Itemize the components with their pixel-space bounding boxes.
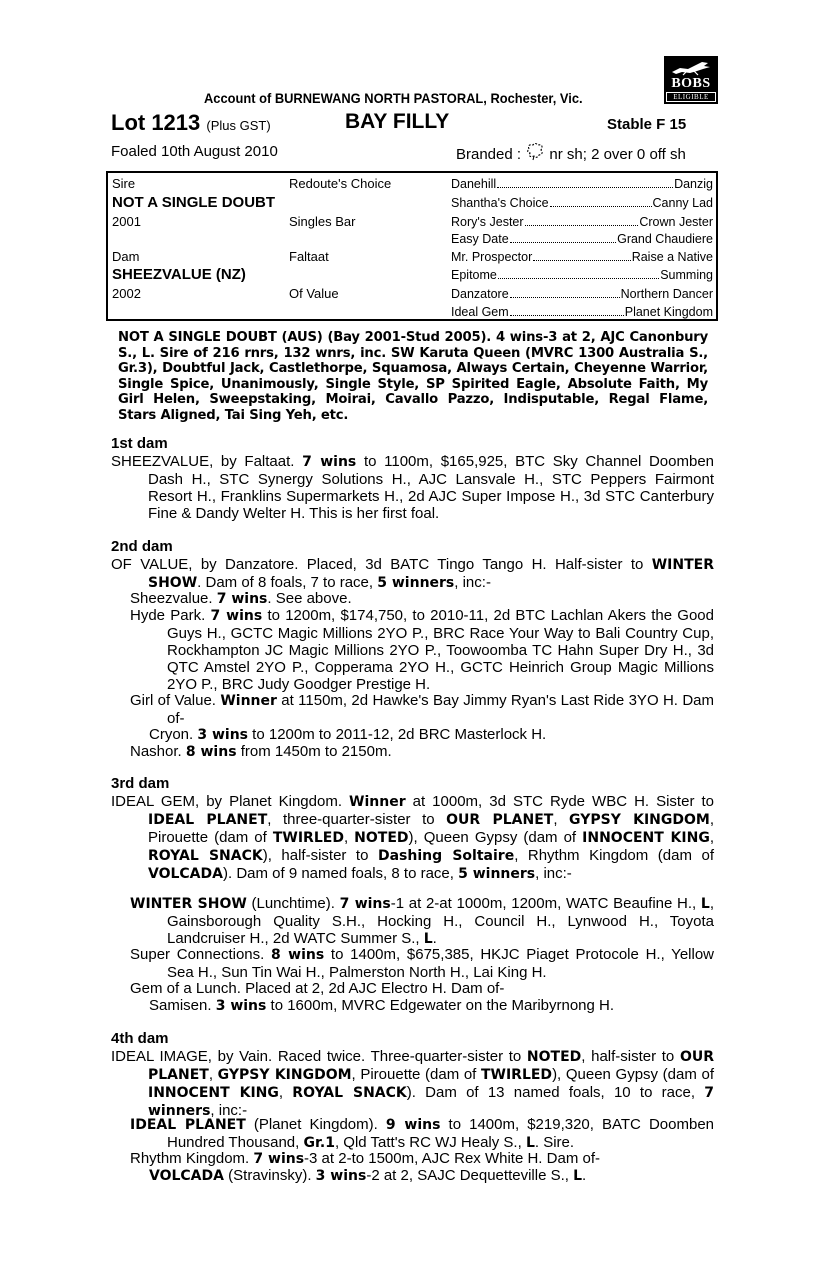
- progeny-entry: Gem of a Lunch. Placed at 2, 2d AJC Electro H. Dam of-: [130, 980, 505, 997]
- gst-note: (Plus GST): [206, 118, 271, 133]
- dam-sire: Faltaat: [289, 249, 329, 264]
- dam-paragraph: SHEEZVALUE, by Faltaat. 7 wins to 1100m, $165,925, BTC Sky Channel Doomben Dash H., STC Synergy Solutions H., AJC Lansvale H., STC Peppers Fairmont Resort H., Franklins Supermarkets H., 2d AJC Super Impose H., 3d STC Canterbury Fine & Dandy Welter H. This is her first foal.: [111, 453, 715, 522]
- progeny-entry: Sheezvalue. 7 wins. See above.: [130, 590, 352, 607]
- progeny-entry: Super Connections. 8 wins to 1400m, $675,385, HKJC Piaget Protocole H., Yellow Sea H., Sun Tin Wai H., Palmerston North H., Lai King H.: [130, 946, 714, 981]
- sire-name: NOT A SINGLE DOUBT: [112, 194, 276, 211]
- progeny-entry: VOLCADA (Stravinsky). 3 wins-2 at 2, SAJC Dequetteville S., L.: [149, 1167, 587, 1184]
- dam-dam: Of Value: [289, 286, 339, 301]
- grand-row: Shantha's Choice Canny Lad: [451, 196, 713, 210]
- section-heading-2nd-dam: 2nd dam: [111, 538, 173, 555]
- sire-year: 2001: [112, 214, 141, 229]
- pedigree-table: [106, 171, 718, 321]
- lot-label: Lot 1213: [111, 110, 201, 135]
- progeny-entry: WINTER SHOW (Lunchtime). 7 wins-1 at 2-at 1000m, 1200m, WATC Beaufine H., L, Gainsborough Quality S.H., Hocking H., Council H., Lynwood H., Toyota Landcruiser H., 2d WATC Summer S., L.: [130, 895, 714, 947]
- progeny-entry: IDEAL PLANET (Planet Kingdom). 9 wins to 1400m, $219,320, BATC Doomben Hundred Thousand, Gr.1, Qld Tatt's RC WJ Healy S., L. Sire.: [130, 1116, 715, 1151]
- horse-icon: [670, 60, 712, 76]
- grand-row: Rory's Jester Crown Jester: [451, 215, 713, 229]
- progeny-entry: Samisen. 3 wins to 1600m, MVRC Edgewater on the Maribyrnong H.: [149, 997, 615, 1014]
- grand-row: Ideal Gem Planet Kingdom: [451, 305, 713, 319]
- stable-number: Stable F 15: [607, 116, 687, 133]
- branded-detail: nr sh; 2 over 0 off sh: [549, 146, 686, 163]
- grand-row: Danzatore Northern Dancer: [451, 287, 713, 301]
- sire-label: Sire: [112, 176, 136, 191]
- dam-paragraph: OF VALUE, by Danzatore. Placed, 3d BATC Tingo Tango H. Half-sister to WINTER SHOW. Dam of 8 foals, 7 to race, 5 winners, inc:-: [111, 556, 714, 591]
- logo-subword: ELIGIBLE: [666, 92, 716, 102]
- vendor-account: Account of BURNEWANG NORTH PASTORAL, Rochester, Vic.: [204, 90, 583, 106]
- brand-info: [456, 143, 686, 163]
- progeny-entry: Cryon. 3 wins to 1200m to 2011-12, 2d BRC Masterlock H.: [149, 726, 547, 743]
- section-heading-1st-dam: 1st dam: [111, 435, 168, 452]
- sire-sire: Redoute's Choice: [289, 176, 392, 191]
- sire-dam: Singles Bar: [289, 214, 356, 229]
- dam-year: 2002: [112, 286, 141, 301]
- sire-summary: NOT A SINGLE DOUBT (AUS) (Bay 2001-Stud 2005). 4 wins-3 at 2, AJC Canonbury S., L. Sire of 216 rnrs, 132 wnrs, inc. SW Karuta Queen (MVRC 1300 Australia S., Gr.3), Doubtful Jack, Castlethorpe, Squamosa, Always Certain, Cheyenne Warrior, Single Spice, Unanimously, Single Style, SP Spirited Eagle, Absolute Faith, My Girl Helen, Sweepstaking, Moirai, Cavallo Pazzo, Indisputable, Regal Flame, Stars Aligned, Tai Sing Yeh, etc.: [118, 330, 708, 423]
- colour-sex: BAY FILLY: [345, 110, 450, 133]
- lot-number: [111, 110, 271, 136]
- section-heading-3rd-dam: 3rd dam: [111, 775, 170, 792]
- dam-name: SHEEZVALUE (NZ): [112, 266, 246, 283]
- dam-label: Dam: [112, 249, 140, 264]
- brand-mark-icon: [525, 143, 545, 161]
- grand-row: Danehill Danzig: [451, 177, 713, 191]
- logo-word: BOBS: [671, 76, 711, 91]
- progeny-entry: Girl of Value. Winner at 1150m, 2d Hawke's Bay Jimmy Ryan's Last Ride 3YO H. Dam of-: [130, 692, 714, 727]
- progeny-entry: Rhythm Kingdom. 7 wins-3 at 2-to 1500m, AJC Rex White H. Dam of-: [130, 1150, 600, 1167]
- foaled-date: Foaled 10th August 2010: [111, 143, 278, 160]
- progeny-entry: Nashor. 8 wins from 1450m to 2150m.: [130, 743, 392, 760]
- dam-paragraph: IDEAL GEM, by Planet Kingdom. Winner at 1000m, 3d STC Ryde WBC H. Sister to IDEAL PLANET, three-quarter-sister to OUR PLANET, GYPSY KINGDOM, Pirouette (dam of TWIRLED, NOTED), Queen Gypsy (dam of INNOCENT KING, ROYAL SNACK), half-sister to Dashing Soltaire, Rhythm Kingdom (dam of VOLCADA). Dam of 9 named foals, 8 to race, 5 winners, inc:-: [111, 793, 714, 882]
- section-heading-4th-dam: 4th dam: [111, 1030, 169, 1047]
- progeny-entry: Hyde Park. 7 wins to 1200m, $174,750, to 2010-11, 2d BTC Lachlan Akers the Good Guys H., GCTC Magic Millions 2YO P., BRC Race Your Way to Bali Country Cup, Rockhampton JC Magic Millions 2YO P., Toowoomba TC Hahn Super Dry H., 3d QTC Amstel 2YO P., Copperama 2YO H., GCTC Heinrich Group Magic Millions 2YO P., BRC Judy Goodger Prestige H.: [130, 607, 714, 693]
- grand-row: Mr. Prospector Raise a Native: [451, 250, 713, 264]
- grand-row: Epitome Summing: [451, 268, 713, 282]
- dam-paragraph: IDEAL IMAGE, by Vain. Raced twice. Three-quarter-sister to NOTED, half-sister to OUR PLANET, GYPSY KINGDOM, Pirouette (dam of TWIRLED), Queen Gypsy (dam of INNOCENT KING, ROYAL SNACK). Dam of 13 named foals, 10 to race, 7 winners, inc:-: [111, 1048, 714, 1119]
- bobs-eligible-logo: [664, 56, 718, 104]
- grand-row: Easy Date Grand Chaudiere: [451, 232, 713, 246]
- branded-label: Branded :: [456, 146, 522, 163]
